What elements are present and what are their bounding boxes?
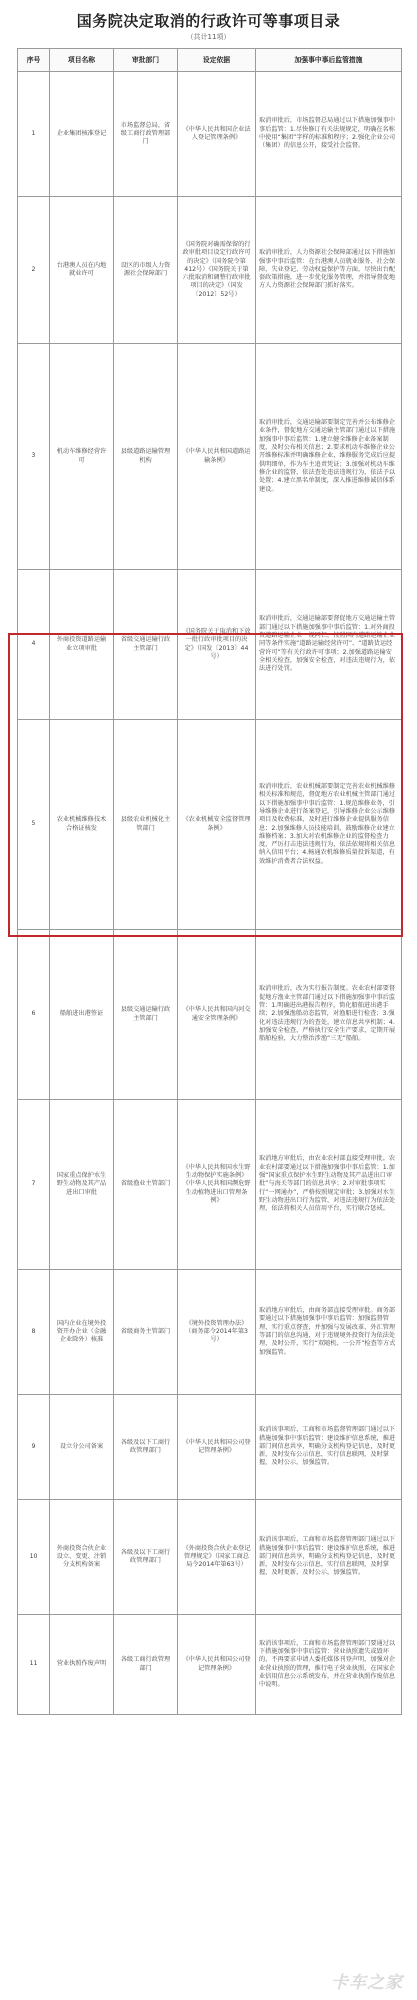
row-measures: 取消该事项后，工商和市场监督管理部门通过以下措施加强事中事后监管：建设维护信息系统，推进部门间信息共享，明确分支机构登记信息，及时更新，及时发布公示信息，实行信息联网，及时掌握，及时更新，及时公示，加强监管。 xyxy=(256,1500,402,1615)
page-subtitle: （共计11项） xyxy=(186,33,231,41)
row-basis: 《中华人民共和国水生野生动物保护实施条例》《中华人民共和国濒危野生动植物进出口管理条例》 xyxy=(178,1100,256,1270)
row-dept: 设区的市级人力资源社会保障部门 xyxy=(114,197,178,344)
table-row xyxy=(18,1500,402,1615)
row-measures: 取消该事项后，工商和市场监督管理部门通过以下措施加强事中事后监管：建设维护信息系统，推进部门间信息共享，明确分支机构登记信息，及时更新，及时发布公示信息，实行信息联网，及时掌握，及时公示，加强监管。 xyxy=(256,1395,402,1500)
row-name: 外商投资道路运输业立项审批 xyxy=(50,570,114,720)
page-title: 国务院决定取消的行政许可等事项目录 xyxy=(76,12,341,30)
table-row xyxy=(18,930,402,1100)
row-no: 2 xyxy=(18,197,50,344)
row-no: 6 xyxy=(18,930,50,1100)
table-row xyxy=(18,720,402,930)
row-basis: 《中华人民共和国内河交通安全管理条例》 xyxy=(178,930,256,1100)
row-dept: 市场监督总局，省级工商行政管理部门 xyxy=(114,72,178,197)
row-no: 4 xyxy=(18,570,50,720)
row-no: 1 xyxy=(18,72,50,197)
row-basis: 《农业机械安全监督管理条例》 xyxy=(178,720,256,930)
row-measures: 取消审批后，交通运输部要制定完善并公布维修企业条件，督促地方交通运输主管部门通过以下措施加强事中事后监管：1.建立健全维修企业备案制度，及时公布相关信息；2.要求机动车维修企业公开维修标准并明确维修企业，维修服务完成后应提供明细单，作为车主追责凭证；3.加强对机动车维修企业的监督，依法查处违法违规行为，依法予以处置；4.建立黑名单制度，深入推进维修诚信体系建设。 xyxy=(256,344,402,570)
row-dept: 各级及以下工商行政管理部门 xyxy=(114,1395,178,1500)
row-dept: 各级工商行政管理部门 xyxy=(114,1615,178,1715)
row-no: 8 xyxy=(18,1270,50,1395)
row-no: 7 xyxy=(18,1100,50,1270)
row-dept: 省级商务主管部门 xyxy=(114,1270,178,1395)
row-basis: 《国务院关于取消和下放一批行政审批项目的决定》（国发〔2013〕44号） xyxy=(178,570,256,720)
row-measures: 取消该事项后，工商和市场监督管理部门要通过以下措施加强事中事后监管：营业执照遗失或毁坏的，不再要求申请人委托媒体刊登声明，加强对企业营业执照的管理，推行电子营业执照，在国家企业信用信息公示系统发布，并在营业执照作废信息中说明。 xyxy=(256,1615,402,1715)
row-basis: 《中华人民共和国公司登记管理条例》 xyxy=(178,1615,256,1715)
row-name: 农业机械维修技术合格证核发 xyxy=(50,720,114,930)
row-name: 企业集团核准登记 xyxy=(50,72,114,197)
row-measures: 取消审批后，改为实行报告制度。农业农村部要督促地方渔业主管部门通过以下措施加强事中事后监管：1.明确进出港报告程序，简化船舶进出港手续；2.加强渔船动态监管，对渔船进行检查；3.强化对违法违规行为的查处，建立信息共享机制；4.加强安全检查，严格执行安全生产要求，定期开展船舶检验，大力整治涉渔“三无”船舶。 xyxy=(256,930,402,1100)
row-basis: 《中华人民共和国公司登记管理条例》 xyxy=(178,1395,256,1500)
table-row xyxy=(18,72,402,197)
row-basis: 《中华人民共和国道路运输条例》 xyxy=(178,344,256,570)
row-name: 台港澳人员在内地就业许可 xyxy=(50,197,114,344)
row-basis: 《境外投资管理办法》（商务部令2014年第3号） xyxy=(178,1270,256,1395)
row-name: 设立分公司备案 xyxy=(50,1395,114,1500)
header-name: 项目名称 xyxy=(50,49,114,72)
row-measures: 取消地方审批后，由商务部直接受理审批。商务部要通过以下措施加强事中事后监管：加强监督管理，实行重点督查，并加强与发展改革、外汇管理等部门的信息沟通，对于违规境外投资行为依法处理，及时公开，实行“双随机、一公开”检查等方式加强监管。 xyxy=(256,1270,402,1395)
row-no: 3 xyxy=(18,344,50,570)
table-row xyxy=(18,1615,402,1715)
row-dept: 省级交通运输行政主管部门 xyxy=(114,570,178,720)
row-dept: 县级交通运输行政主管部门 xyxy=(114,930,178,1100)
table-row xyxy=(18,1270,402,1395)
row-name: 外商投资合伙企业设立、变更、注销分支机构备案 xyxy=(50,1500,114,1615)
row-name: 机动车维修经营许可 xyxy=(50,344,114,570)
row-measures: 取消审批后，农业机械部要制定完善农业机械维修相关标准和规范，督促地方农业机械主管部门通过以下措施加强事中事后监管：1.规范维修业务，引导维修企业进行备案登记，引导维修企业公示维修项目及收费标准，及时进行维修企业提供服务信息；2.加强维修人员技能培训，鼓励维修企业建立维修档案；3.加大对农机维修企业的监督检查力度，严厉打击违法违规行为，依法依规将相关信息纳入信用平台；4.畅通农机维修质量投诉渠道，有效维护消费者合法权益。 xyxy=(256,720,402,930)
row-basis: 《中华人民共和国企业法人登记管理条例》 xyxy=(178,72,256,197)
row-no: 9 xyxy=(18,1395,50,1500)
row-dept: 县级道路运输管理机构 xyxy=(114,344,178,570)
row-dept: 县级农业机械化主管部门 xyxy=(114,720,178,930)
row-name: 营业执照作废声明 xyxy=(50,1615,114,1715)
row-measures: 取消审批后，市场监督总局通过以下措施加强事中事后监管：1.尽快修订有关法规规定，明确在名称中使用“集团”字样的标准和程序；2.强化企业公司（集团）的信息公开，接受社会监督。 xyxy=(256,72,402,197)
table-row xyxy=(18,344,402,570)
row-measures: 取消地方审批后，由农业农村部直接受理审批。农业农村部要通过以下措施加强事中事后监管：1.加强“国家重点保护水生野生动物及其产品进出口审批”与海关等部门的信息共享；2.对审批事项实行“一网通办”，严格按照规定审批；3.加强对水生野生动物进出口行为监管，对违法违规行为依法处理，依法将相关人员信用平台，实行联合惩戒。 xyxy=(256,1100,402,1270)
table-row xyxy=(18,197,402,344)
table-header-row xyxy=(18,49,402,72)
watermark-logo: 卡车之家 xyxy=(331,1973,403,1993)
row-name: 国内企业在境外投资开办企业（金融企业除外）核准 xyxy=(50,1270,114,1395)
row-name: 国家重点保护水生野生动物及其产品进出口审批 xyxy=(50,1100,114,1270)
table-row xyxy=(18,570,402,720)
row-dept: 各级及以下工商行政管理部门 xyxy=(114,1500,178,1615)
row-measures: 取消审批后，交通运输部要督促地方交通运输主管部门通过以下措施加强事中事后监管：1.对外商投资道路运输企业一视同仁，按照国内道路运输企业同等条件实施“道路运输经营许可”、“道路货运经营许可”等有关行政许可事项；2.加强道路运输安全相关检查，加强安全检查，对违法违规行为，依法进行处罚。 xyxy=(256,570,402,720)
table-row xyxy=(18,1395,402,1500)
row-dept: 省级渔业主管部门 xyxy=(114,1100,178,1270)
table-row xyxy=(18,1100,402,1270)
header-basis: 设定依据 xyxy=(178,49,256,72)
row-name: 船舶进出港签证 xyxy=(50,930,114,1100)
row-no: 5 xyxy=(18,720,50,930)
row-basis: 《国务院对确需保留的行政审批项目设定行政许可的决定》（国务院令第412号）《国务院关于第六批取消和调整行政审批项目的决定》（国发〔2012〕52号） xyxy=(178,197,256,344)
items-table xyxy=(17,48,402,1715)
header-measures: 加强事中事后监管措施 xyxy=(256,49,402,72)
row-measures: 取消审批后，人力资源社会保障部通过以下措施加强事中事后监管：在台港澳人员就业服务、社会保障、失业登记、劳动权益保护等方面，尽快出台配套政策措施，进一步优化服务管理，并指导督促地方人力资源社会保障部门抓好落实。 xyxy=(256,197,402,344)
row-basis: 《外商投资合伙企业登记管理规定》（国家工商总局令2014年第63号） xyxy=(178,1500,256,1615)
row-no: 10 xyxy=(18,1500,50,1615)
header-no: 序号 xyxy=(18,49,50,72)
header-dept: 审批部门 xyxy=(114,49,178,72)
row-no: 11 xyxy=(18,1615,50,1715)
